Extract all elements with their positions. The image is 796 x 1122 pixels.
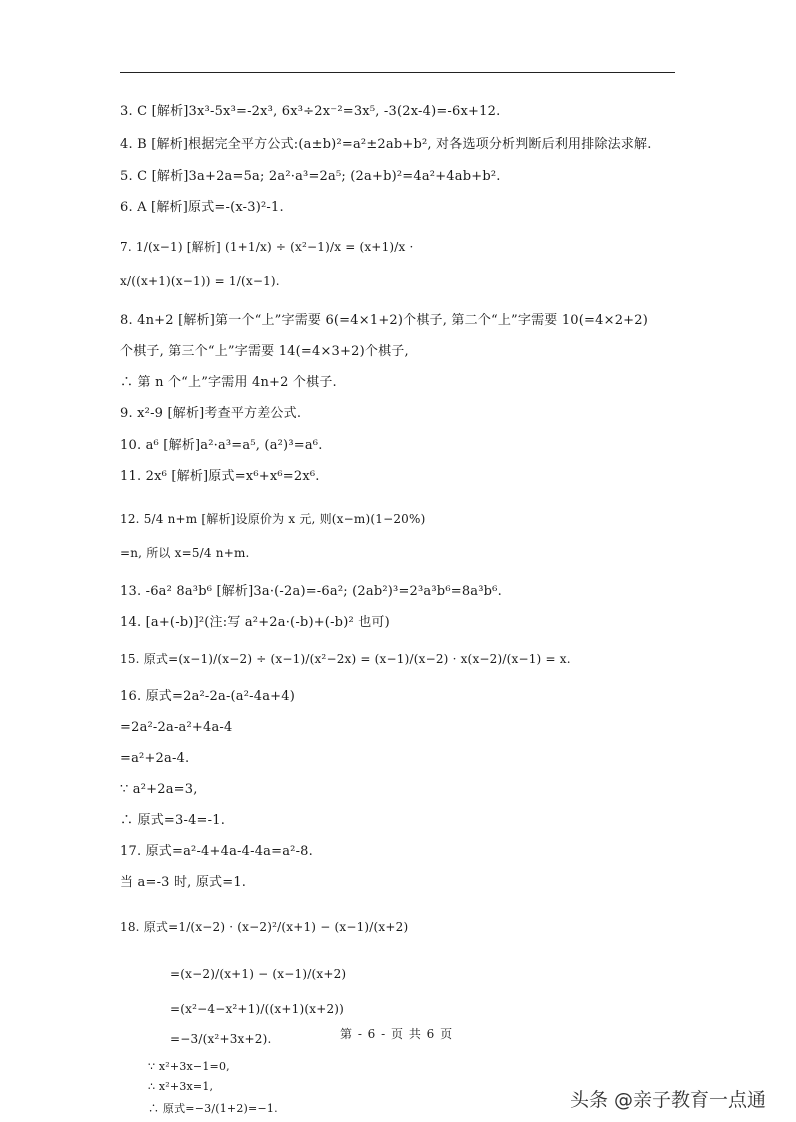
answer-8-line1: 8. 4n+2 [解析]第一个“上”字需要 6(=4×1+2)个棋子, 第二个“上”字需要 10(=4×2+2) [120, 313, 649, 328]
answer-16-line5: ∴ 原式=3-4=-1. [120, 813, 226, 828]
answer-10: 10. a⁶ [解析]a²·a³=a⁵, (a²)³=a⁶. [120, 438, 323, 453]
answer-16-line1: 16. 原式=2a²-2a-(a²-4a+4) [120, 689, 296, 704]
answer-14: 14. [a+(-b)]²(注:写 a²+2a·(-b)+(-b)² 也可) [120, 615, 390, 630]
page-footer: 第 - 6 - 页 共 6 页 [340, 1027, 454, 1041]
answer-18-line4: =−3/(x²+3x+2). [170, 1032, 272, 1046]
answer-8-line2: 个棋子, 第三个“上”字需要 14(=4×3+2)个棋子, [120, 344, 409, 359]
answer-17-line2: 当 a=-3 时, 原式=1. [120, 875, 247, 890]
answer-6: 6. A [解析]原式=-(x-3)²-1. [120, 200, 284, 215]
watermark: 头条 @亲子教育一点通 [570, 1089, 767, 1111]
answer-8-line3: ∴ 第 n 个“上”字需用 4n+2 个棋子. [120, 375, 337, 390]
answer-18-line7: ∴ 原式=−3/(1+2)=−1. [148, 1102, 278, 1115]
answer-15: 15. 原式=(x−1)/(x−2) ÷ (x−1)/(x²−2x) = (x−1)/(x−2) · x(x−2)/(x−1) = x. [120, 652, 571, 666]
answer-17-line1: 17. 原式=a²-4+4a-4-4a=a²-8. [120, 844, 313, 859]
answer-4: 4. B [解析]根据完全平方公式:(a±b)²=a²±2ab+b², 对各选项分析判断后利用排除法求解. [120, 137, 652, 152]
answer-5: 5. C [解析]3a+2a=5a; 2a²·a³=2a⁵; (2a+b)²=4a²+4ab+b². [120, 169, 501, 184]
answer-18-line1: 18. 原式=1/(x−2) · (x−2)²/(x+1) − (x−1)/(x+2) [120, 920, 409, 934]
answer-18-line2: =(x−2)/(x+1) − (x−1)/(x+2) [170, 967, 347, 981]
answer-7-line2: x/((x+1)(x−1)) = 1/(x−1). [120, 274, 280, 288]
answer-16-line4: ∵ a²+2a=3, [120, 782, 198, 797]
header-rule [120, 72, 675, 73]
answer-13: 13. -6a² 8a³b⁶ [解析]3a·(-2a)=-6a²; (2ab²)³=2³a³b⁶=8a³b⁶. [120, 584, 502, 599]
answer-18-line3: =(x²−4−x²+1)/((x+1)(x+2)) [170, 1002, 345, 1016]
answer-12-line2: =n, 所以 x=5/4 n+m. [120, 546, 250, 560]
answer-16-line3: =a²+2a-4. [120, 751, 190, 766]
answer-11: 11. 2x⁶ [解析]原式=x⁶+x⁶=2x⁶. [120, 469, 320, 484]
answer-7-line1: 7. 1/(x−1) [解析] (1+1/x) ÷ (x²−1)/x = (x+1)/x · [120, 240, 414, 254]
answer-18-line6: ∴ x²+3x=1, [148, 1080, 214, 1093]
answer-9: 9. x²-9 [解析]考查平方差公式. [120, 406, 302, 421]
answer-12-line1: 12. 5/4 n+m [解析]设原价为 x 元, 则(x−m)(1−20%) [120, 512, 426, 526]
answer-16-line2: =2a²-2a-a²+4a-4 [120, 720, 233, 735]
answer-3: 3. C [解析]3x³-5x³=-2x³, 6x³÷2x⁻²=3x⁵, -3(2x-4)=-6x+12. [120, 104, 501, 119]
answer-18-line5: ∵ x²+3x−1=0, [148, 1060, 230, 1073]
